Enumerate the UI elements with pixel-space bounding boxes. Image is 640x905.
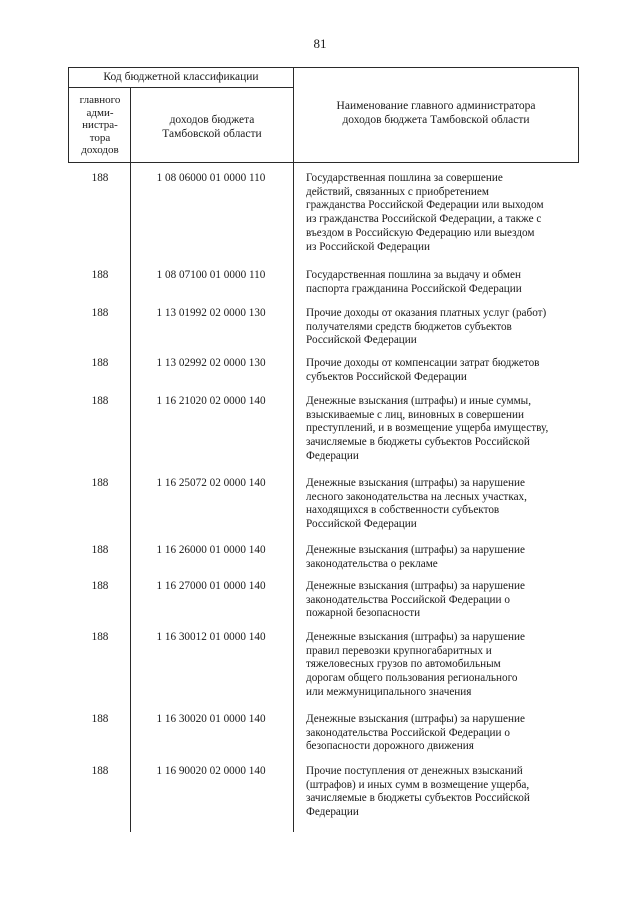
row-description [306,477,578,532]
description-line: преступлений, и в возмещение ущерба имуществу, [306,422,549,435]
description-line: получателями средств бюджетов субъектов [306,320,512,333]
description-line: Денежные взыскания (штрафы) за нарушение [306,477,525,489]
header-group-rule [68,87,294,88]
description-line: Федерации [306,806,359,819]
row-description [306,395,578,464]
header-admin-line: тора [89,131,111,144]
header-admin-line: нистра- [82,119,118,131]
row-admin-code: 188 [91,580,109,592]
table-right-rule [578,67,579,163]
row-budget-code: 1 13 01992 02 0000 130 [156,307,266,319]
description-line: Государственная пошлина за выдачу и обмен [306,269,521,281]
header-name-column [294,99,578,127]
row-admin-code: 188 [91,713,109,725]
row-description [306,765,578,820]
row-admin-code: 188 [91,357,109,369]
row-budget-code: 1 16 90020 02 0000 140 [156,765,266,777]
row-description [306,269,578,296]
header-code-column [131,113,293,141]
description-line: Денежные взыскания (штрафы) за нарушение [306,580,525,592]
description-line: законодательства о рекламе [306,557,438,570]
row-admin-code: 188 [91,544,109,556]
page-number: 81 [313,36,327,51]
description-line: зачисляемые в бюджеты субъектов Российской [306,792,530,805]
header-admin-line: доходов [81,144,119,156]
description-line: въездом в Российскую Федерацию или выездом [306,226,535,239]
description-line: правил перевозки крупногабаритных и [306,644,492,657]
row-budget-code: 1 16 27000 01 0000 140 [156,580,266,592]
row-budget-code: 1 16 30012 01 0000 140 [156,631,266,643]
description-line: законодательства Российской Федерации о [306,593,510,606]
description-line: из Российской Федерации [306,240,430,253]
table-top-rule [68,67,579,68]
description-line: Прочие доходы от оказания платных услуг (работ) [306,307,547,319]
description-line: паспорта гражданина Российской Федерации [306,282,522,295]
row-description [306,580,578,621]
description-line: из гражданства Российской Федерации, а также с [306,213,542,226]
header-code-line: доходов бюджета [169,114,255,126]
description-line: взыскиваемые с лиц, виновных в совершении [306,408,524,421]
row-description [306,713,578,754]
row-description [306,357,578,384]
row-description [306,631,578,700]
header-admin-line: главного [79,94,121,106]
header-code-line: Тамбовской области [162,128,262,140]
description-line: Прочие поступления от денежных взысканий [306,765,523,777]
description-line: дорогам общего пользования регионального [306,672,518,685]
row-description [306,307,578,348]
row-budget-code: 1 16 26000 01 0000 140 [156,544,266,556]
row-budget-code: 1 13 02992 02 0000 130 [156,357,266,369]
header-bottom-rule [68,162,579,163]
description-line: Прочие доходы от компенсации затрат бюджетов [306,357,540,369]
row-description [306,172,578,254]
description-line: Денежные взыскания (штрафы) за нарушение [306,631,525,643]
description-line: действий, связанных с приобретением [306,185,489,198]
description-line: Государственная пошлина за совершение [306,172,503,184]
description-line: пожарной безопасности [306,607,421,620]
description-line: или межмуниципального значения [306,685,472,698]
description-line: Денежные взыскания (штрафы) за нарушение [306,713,525,725]
header-name-line: доходов бюджета Тамбовской области [342,114,530,126]
row-budget-code: 1 08 06000 01 0000 110 [156,172,266,184]
row-admin-code: 188 [91,631,109,643]
description-line: Российской Федерации [306,334,417,347]
row-admin-code: 188 [91,477,109,489]
description-line: тяжеловесных грузов по автомобильным [306,658,501,671]
row-budget-code: 1 16 25072 02 0000 140 [156,477,266,489]
description-line: находящихся в собственности субъектов [306,504,500,517]
description-line: лесного законодательства на лесных участках, [306,490,527,503]
description-line: Российской Федерации [306,518,417,531]
row-admin-code: 188 [91,172,109,184]
row-admin-code: 188 [91,269,109,281]
header-admin-column [70,94,130,157]
row-description [306,544,578,571]
row-budget-code: 1 16 21020 02 0000 140 [156,395,266,407]
header-group-label: Код бюджетной классификации [103,71,259,83]
description-line: (штрафов) и иных сумм в возмещение ущерба, [306,778,530,791]
column-divider-code [293,67,294,832]
description-line: субъектов Российской Федерации [306,370,467,383]
table-left-rule [68,67,69,163]
row-budget-code: 1 08 07100 01 0000 110 [156,269,266,281]
description-line: гражданства Российской Федерации или выходом [306,199,544,212]
row-admin-code: 188 [91,307,109,319]
description-line: зачисляемые в бюджеты субъектов Российской [306,436,530,449]
header-name-line: Наименование главного администратора [336,100,536,112]
description-line: Денежные взыскания (штрафы) и иные суммы, [306,395,532,407]
description-line: безопасности дорожного движения [306,740,474,753]
description-line: Денежные взыскания (штрафы) за нарушение [306,544,525,556]
row-admin-code: 188 [91,765,109,777]
row-admin-code: 188 [91,395,109,407]
header-admin-line: адми- [86,106,114,119]
description-line: Федерации [306,449,359,462]
row-budget-code: 1 16 30020 01 0000 140 [156,713,266,725]
description-line: законодательства Российской Федерации о [306,726,510,739]
